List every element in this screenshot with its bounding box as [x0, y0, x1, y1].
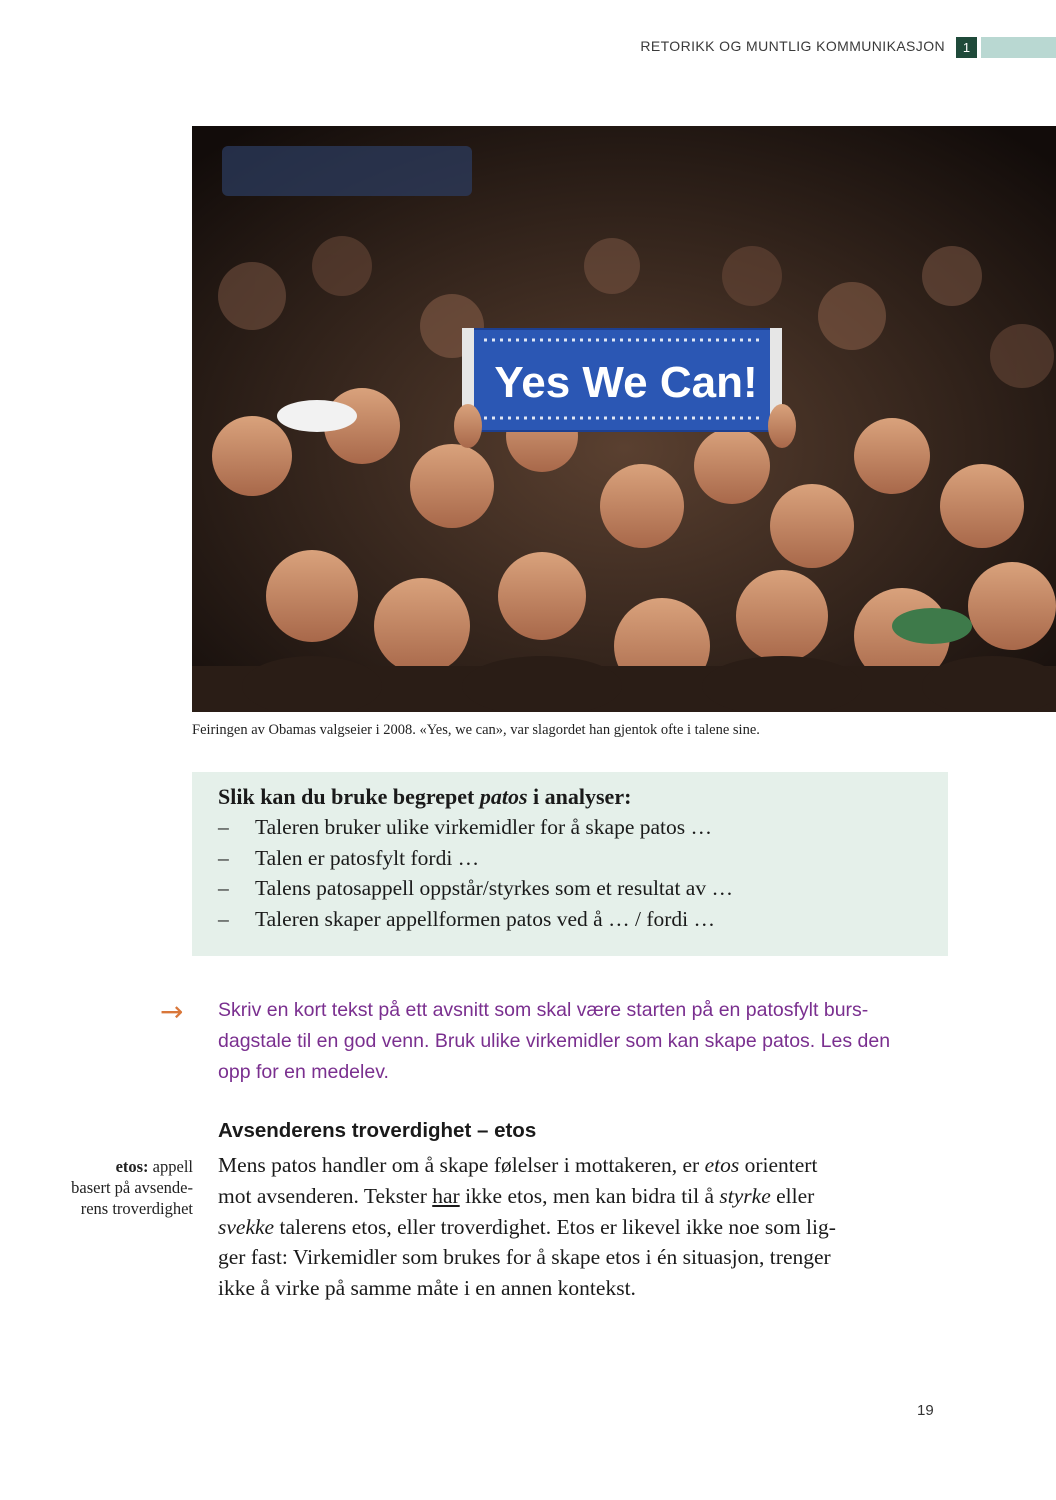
- infobox-title: Slik kan du bruke begrepet patos i analyser:: [218, 784, 632, 809]
- sign-text: Yes We Can!: [494, 358, 758, 407]
- section-heading: Avsenderens troverdighet – etos: [218, 1119, 537, 1142]
- analysis-infobox: [192, 772, 948, 956]
- list-item: – Talens patosappell oppstår/styrkes som et resultat av …: [218, 876, 733, 900]
- photo-caption: Feiringen av Obamas valgseier i 2008. «Yes, we can», var slagordet han gjentok ofte i talene sine.: [192, 722, 760, 738]
- chapter-number-badge: 1: [956, 37, 977, 58]
- task-arrow-icon: →: [160, 995, 184, 1028]
- list-item: – Taleren bruker ulike virkemidler for å skape patos …: [218, 815, 712, 839]
- task-text: Skriv en kort tekst på ett avsnitt som skal være starten på en patosfylt burs- dagstale til en god venn. Bruk ulike virkemidler som kan skape patos. Les den opp for en medelev.: [218, 999, 891, 1083]
- list-item: – Talen er patosfylt fordi …: [218, 845, 480, 870]
- running-title: RETORIKK OG MUNTLIG KOMMUNIKASJON: [640, 38, 945, 54]
- crowd-photo: [192, 126, 1056, 712]
- list-item: – Taleren skaper appellformen patos ved å … / fordi …: [218, 906, 715, 931]
- infobox-list: [218, 812, 922, 934]
- chapter-color-bar: [981, 37, 1056, 58]
- page-number: 19: [917, 1402, 934, 1419]
- body-paragraph: Mens patos handler om å skape følelser i mottakeren, er etos orientert mot avsenderen. Tekster har ikke etos, men kan bidra til å styrke eller svekke talerens etos, eller troverdighet. Etos er likevel ikke noe som lig- ger fast: Virkemidler som brukes for å skape etos i én situasjon, trenger ikke å virke på samme måte i en annen kontekst.: [218, 1153, 836, 1301]
- margin-definition: etos: appell basert på avsende- rens troverdighet: [71, 1157, 193, 1218]
